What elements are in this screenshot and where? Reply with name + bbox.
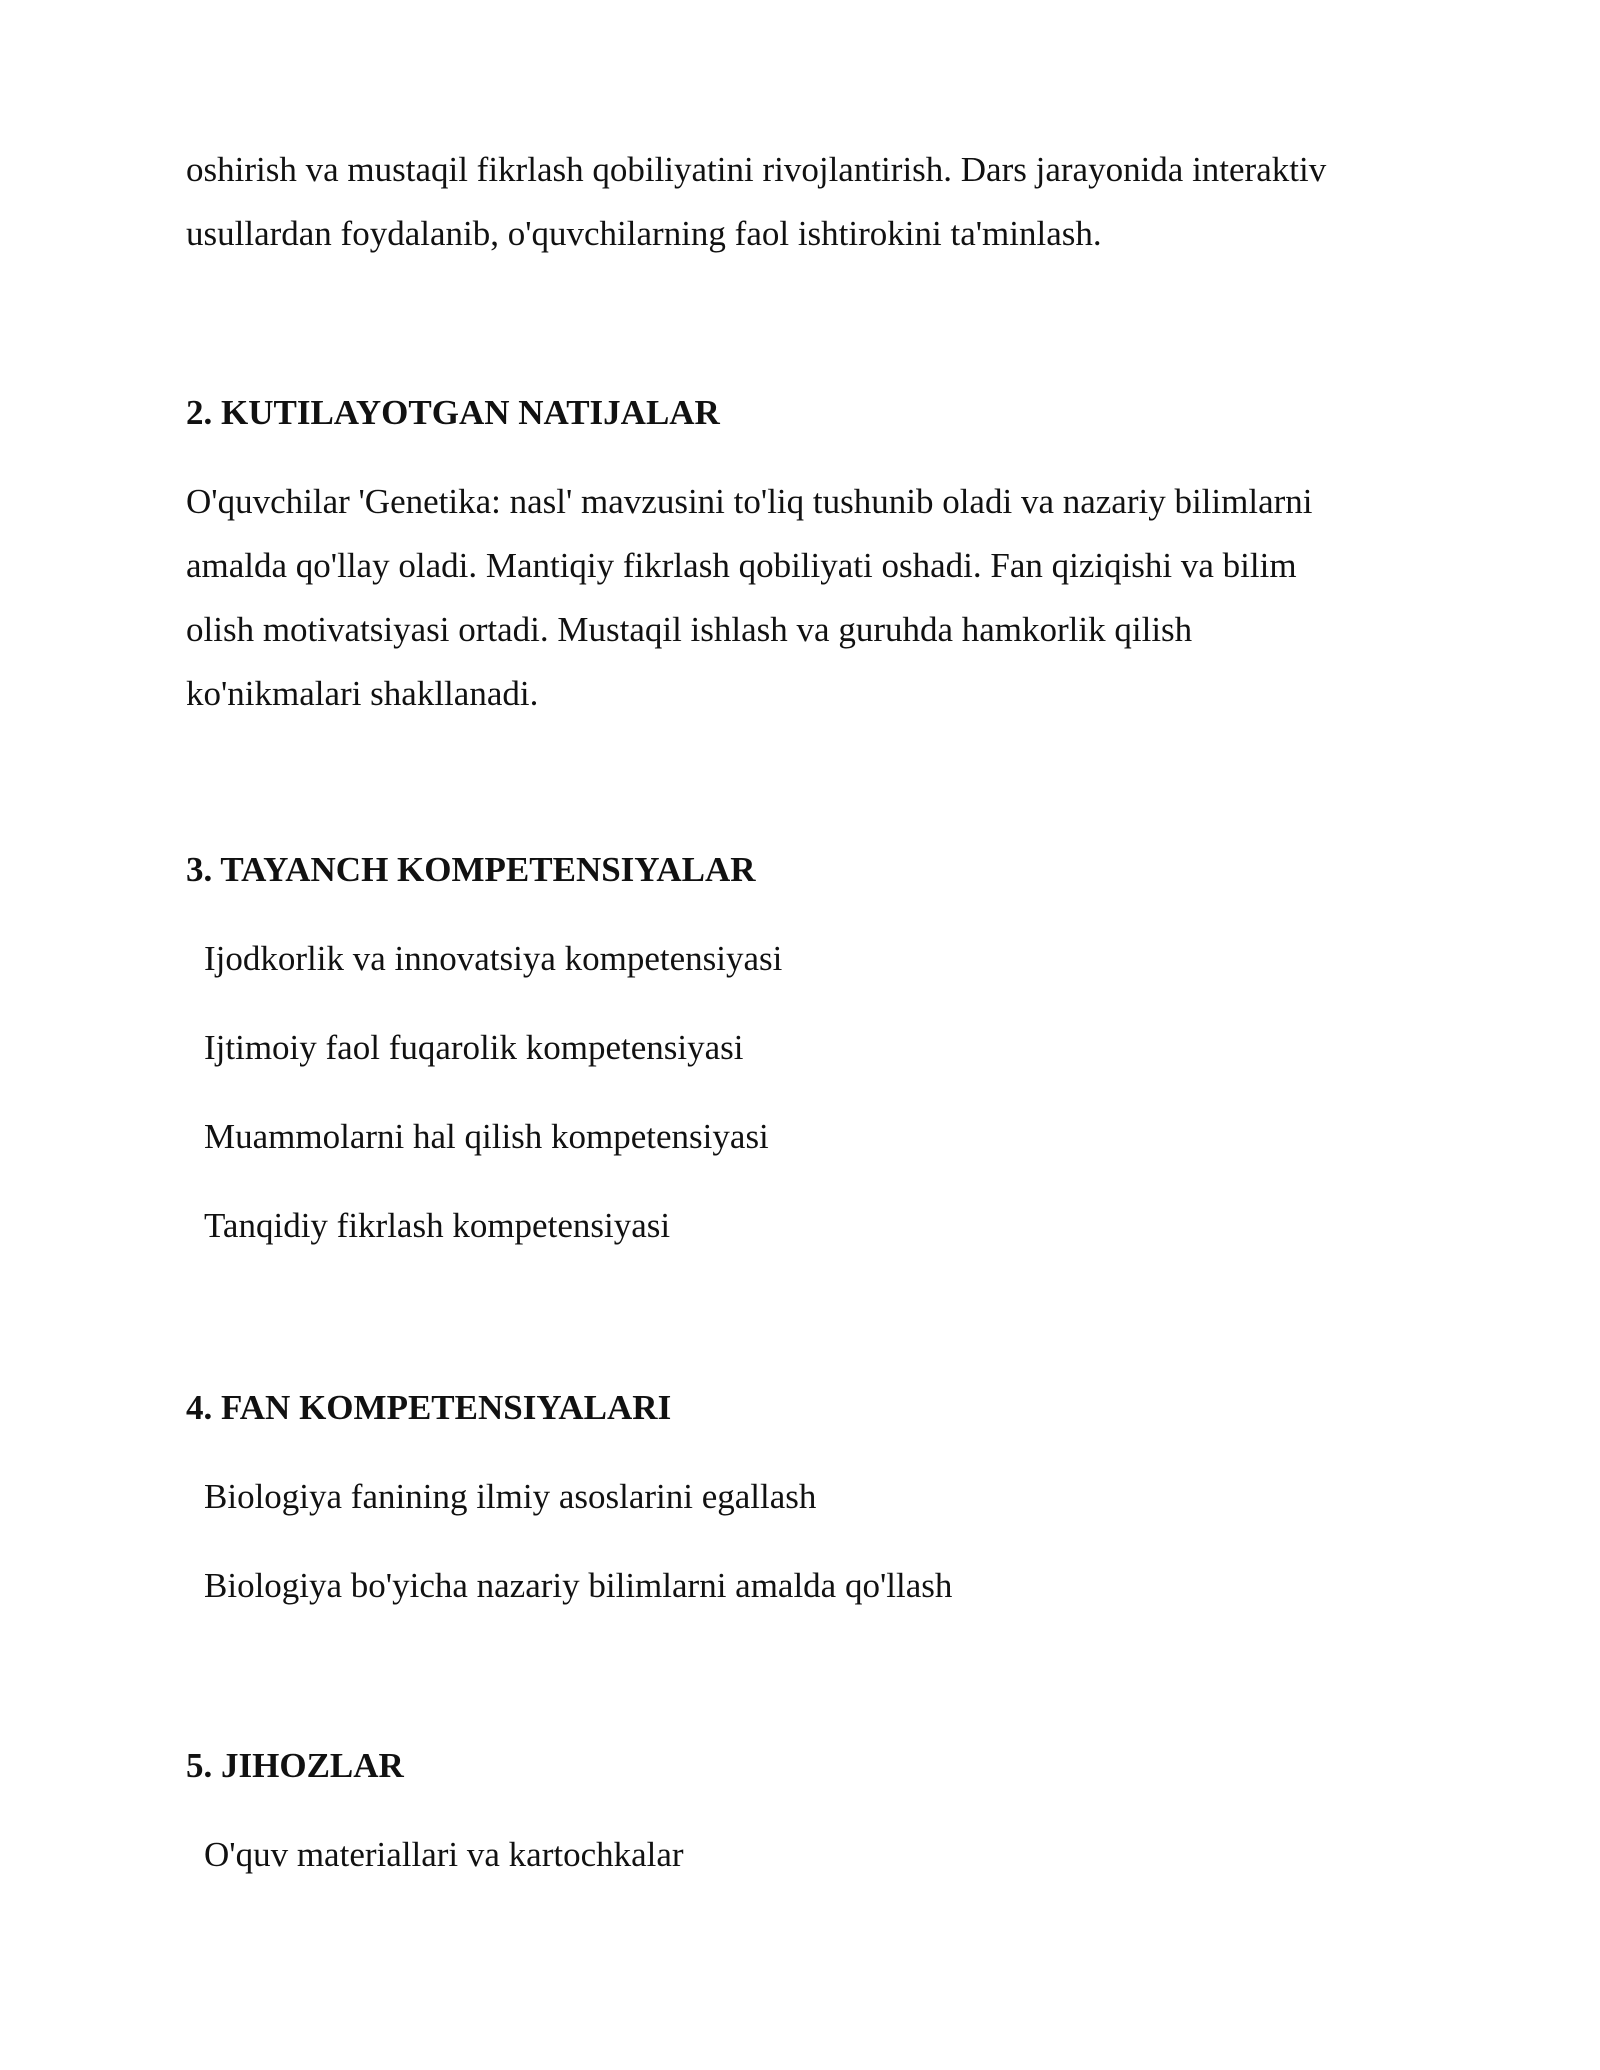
list-item: Ijodkorlik va innovatsiya kompetensiyasi (204, 939, 783, 978)
results-line: O'quvchilar 'Genetika: nasl' mavzusini to'liq tushunib oladi va nazariy bilimlarni (186, 482, 1313, 521)
results-line: olish motivatsiyasi ortadi. Mustaqil ishlash va guruhda hamkorlik qilish (186, 610, 1193, 649)
results-line: amalda qo'llay oladi. Mantiqiy fikrlash qobiliyati oshadi. Fan qiziqishi va bilim (186, 546, 1297, 585)
intro-paragraph (186, 138, 1426, 266)
section-heading-results: 2. KUTILAYOTGAN NATIJALAR (186, 393, 720, 432)
intro-line: usullardan foydalanib, o'quvchilarning faol ishtirokini ta'minlash. (186, 214, 1102, 253)
section-heading-core-competencies: 3. TAYANCH KOMPETENSIYALAR (186, 850, 756, 889)
results-line: ko'nikmalari shakllanadi. (186, 674, 539, 713)
list-item: O'quv materiallari va kartochkalar (204, 1835, 684, 1874)
section-heading-equipment: 5. JIHOZLAR (186, 1746, 404, 1785)
list-item: Biologiya bo'yicha nazariy bilimlarni amalda qo'llash (204, 1566, 953, 1605)
list-item: Muammolarni hal qilish kompetensiyasi (204, 1117, 769, 1156)
list-item: Tanqidiy fikrlash kompetensiyasi (204, 1206, 671, 1245)
intro-line: oshirish va mustaqil fikrlash qobiliyatini rivojlantirish. Dars jarayonida interaktiv (186, 150, 1327, 189)
results-paragraph (186, 470, 1426, 726)
section-heading-subject-competencies: 4. FAN KOMPETENSIYALARI (186, 1388, 672, 1427)
list-item: Ijtimoiy faol fuqarolik kompetensiyasi (204, 1028, 744, 1067)
list-item: Biologiya fanining ilmiy asoslarini egallash (204, 1477, 817, 1516)
